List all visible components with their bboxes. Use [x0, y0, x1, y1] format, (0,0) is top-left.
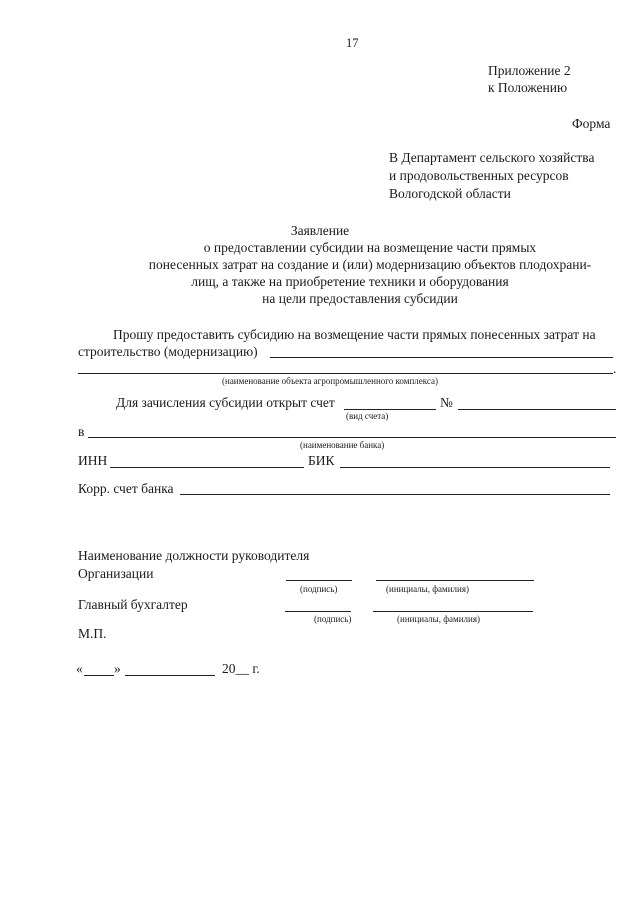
corr-account-field[interactable]: [180, 494, 610, 495]
addressee-line-3: Вологодской области: [389, 186, 511, 201]
head-initials-field[interactable]: [376, 580, 534, 581]
object-caption: (наименование объекта агропромышленного комплекса): [222, 376, 439, 386]
account-label: Для зачисления субсидии открыт счет: [116, 395, 335, 410]
page-number: 17: [346, 36, 359, 50]
date-open-quote: «: [76, 661, 83, 676]
accountant-label: Главный бухгалтер: [78, 597, 188, 612]
title-line-5: на цели предоставления субсидии: [262, 291, 458, 306]
bank-caption: (наименование банка): [300, 440, 385, 450]
head-signature-caption: (подпись): [300, 584, 338, 594]
date-month-field[interactable]: [125, 675, 215, 676]
object-name-field-1[interactable]: [270, 357, 613, 358]
head-initials-caption: (инициалы, фамилия): [386, 584, 469, 594]
title-line-4: лищ, а также на приобретение техники и оборудования: [191, 274, 509, 289]
account-type-field[interactable]: [344, 409, 436, 410]
head-position-line-1: Наименование должности руководителя: [78, 548, 310, 563]
bik-field[interactable]: [340, 467, 610, 468]
object-period: .: [613, 361, 617, 376]
form-label: Форма: [572, 116, 611, 131]
accountant-signature-caption: (подпись): [314, 614, 352, 624]
appendix-line-2: к Положению: [488, 80, 568, 95]
inn-label: ИНН: [78, 453, 108, 468]
date-year: 20__ г.: [222, 661, 260, 676]
inn-field[interactable]: [110, 467, 304, 468]
corr-account-label: Корр. счет банка: [78, 481, 174, 496]
bank-name-field[interactable]: [88, 437, 616, 438]
number-sign: №: [440, 395, 453, 410]
title-line-2: о предоставлении субсидии на возмещение части прямых: [203, 240, 537, 255]
account-caption: (вид счета): [346, 411, 389, 421]
addressee-line-1: В Департамент сельского хозяйства: [389, 150, 595, 165]
title-line-1: Заявление: [290, 223, 350, 238]
head-signature-field[interactable]: [286, 580, 352, 581]
account-number-field[interactable]: [458, 409, 616, 410]
object-name-field-2[interactable]: [78, 373, 613, 374]
accountant-initials-caption: (инициалы, фамилия): [397, 614, 480, 624]
request-line-2: строительство (модернизацию): [78, 344, 258, 359]
date-day-field[interactable]: [84, 675, 114, 676]
date-close-quote: »: [114, 661, 121, 676]
appendix-line-1: Приложение 2: [488, 63, 571, 78]
request-line-1: Прошу предоставить субсидию на возмещение части прямых понесенных затрат на: [113, 327, 596, 342]
bik-label: БИК: [308, 453, 335, 468]
in-label: в: [78, 424, 85, 439]
accountant-signature-field[interactable]: [285, 611, 351, 612]
addressee-line-2: и продовольственных ресурсов: [389, 168, 569, 183]
head-position-line-2: Организации: [78, 566, 154, 581]
accountant-initials-field[interactable]: [373, 611, 533, 612]
title-line-3: понесенных затрат на создание и (или) модернизацию объектов плодохрани-: [148, 257, 592, 272]
seal-label: М.П.: [78, 626, 107, 641]
